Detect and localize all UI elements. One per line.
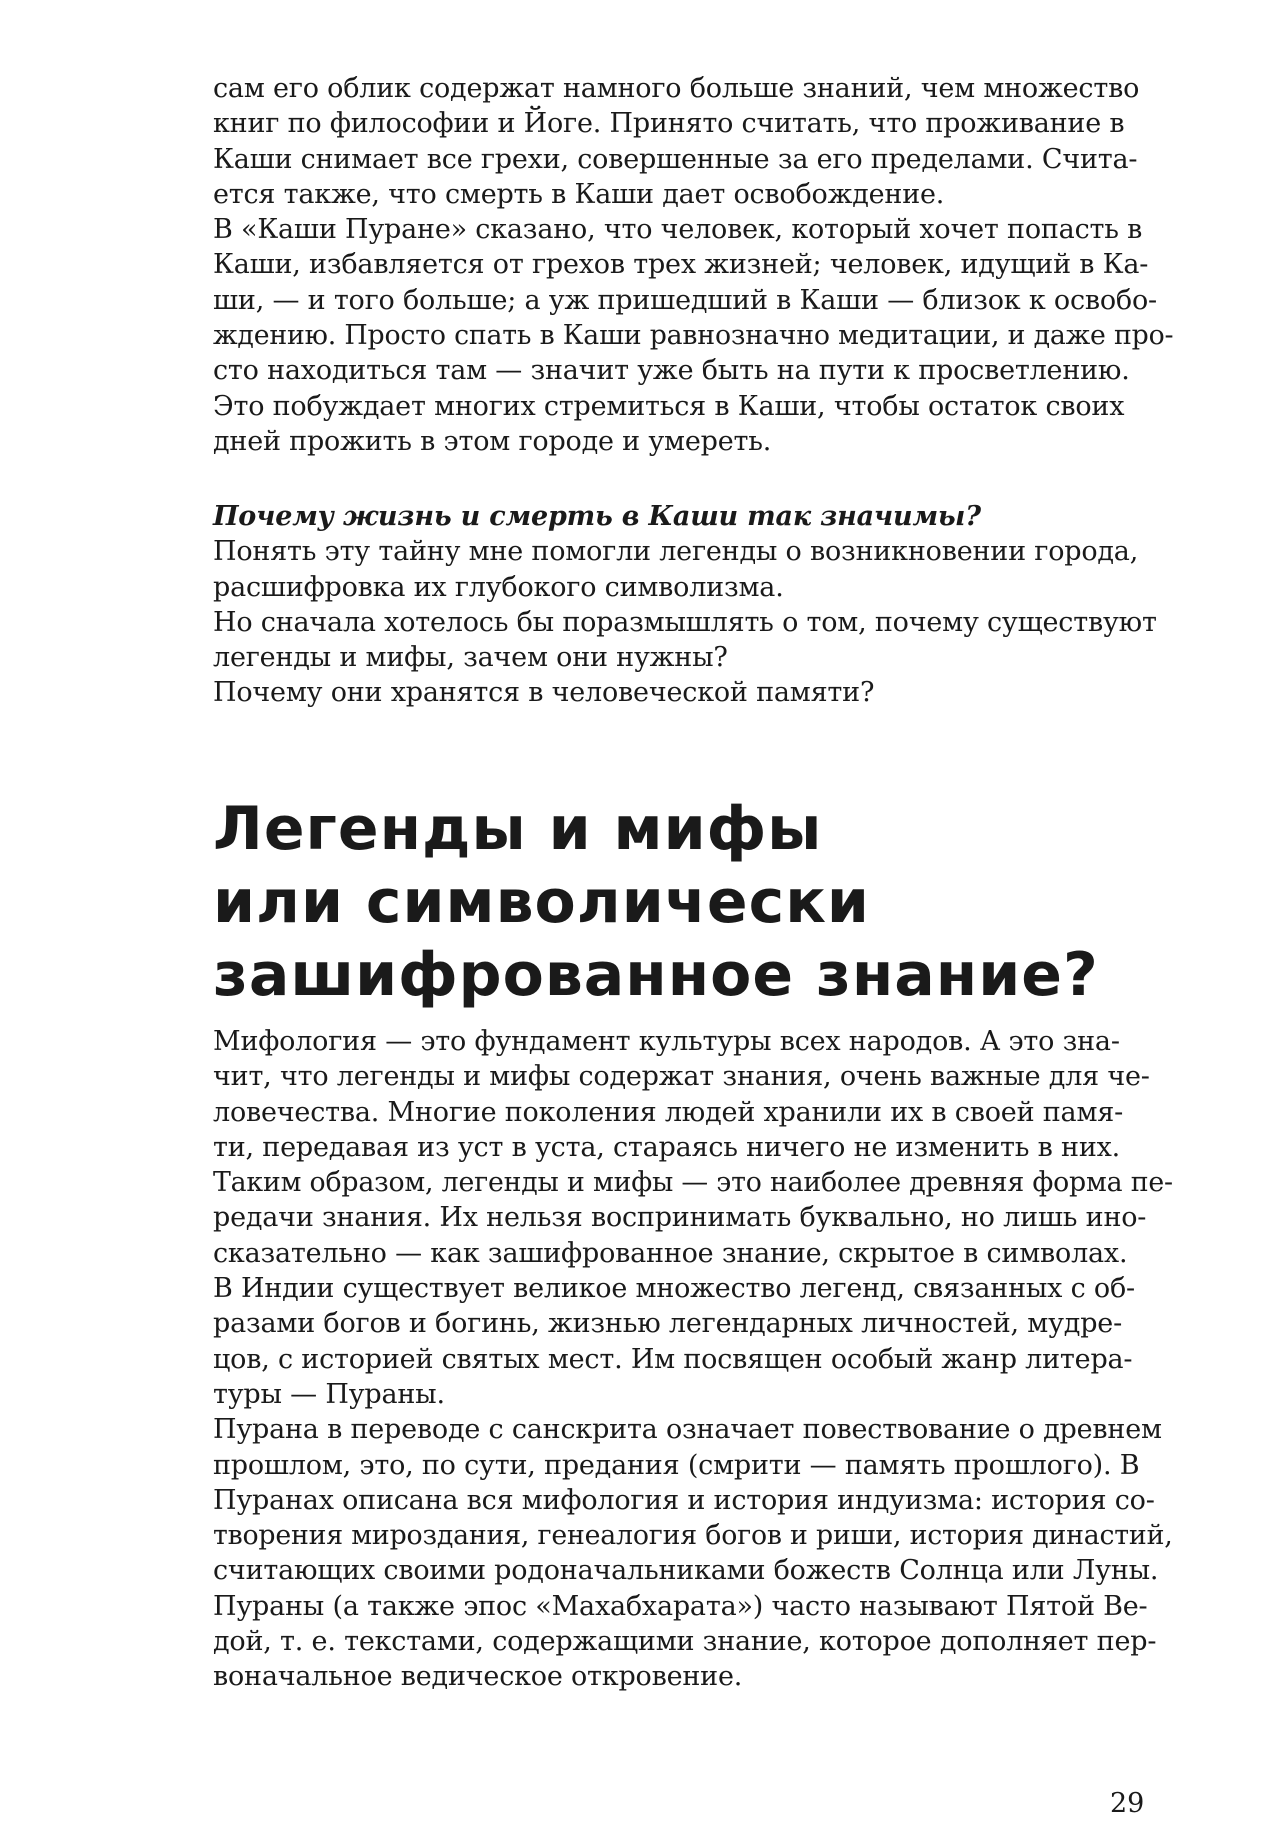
text-line: Пуранах описана вся мифология и история индуизма: история со-	[213, 1484, 1155, 1516]
text-line: дней прожить в этом городе и умереть.	[213, 425, 772, 457]
section-title-line: Легенды и мифы	[213, 794, 823, 864]
text-line: расшифровка их глубокого символизма.	[213, 571, 784, 603]
question-section	[213, 499, 1173, 711]
section-title	[213, 793, 1099, 1012]
text-line: ловечества. Многие поколения людей хранили их в своей памя-	[213, 1096, 1123, 1128]
text-line: легенды и мифы, зачем они нужны?	[213, 642, 728, 674]
text-line: сто находиться там — значит уже быть на пути к просветлению.	[213, 355, 1130, 387]
text-line: Пураны (а также эпос «Махабхарата») часто называют Пятой Ве-	[213, 1590, 1148, 1622]
text-line: дой, т. е. текстами, содержащими знание, которое дополняет пер-	[213, 1626, 1157, 1658]
text-line: Таким образом, легенды и мифы — это наиболее древняя форма пе-	[213, 1167, 1173, 1199]
text-line: разами богов и богинь, жизнью легендарных личностей, мудре-	[213, 1308, 1123, 1340]
intro-paragraph	[213, 71, 1173, 459]
text-line: Но сначала хотелось бы поразмышлять о том, почему существуют	[213, 606, 1157, 638]
text-line: В Индии существует великое множество легенд, связанных с об-	[213, 1273, 1135, 1305]
section-body	[213, 1024, 1173, 1695]
text-line: ждению. Просто спать в Каши равнозначно медитации, и даже про-	[213, 320, 1174, 352]
text-line: творения мироздания, генеалогия богов и риши, история династий,	[213, 1520, 1173, 1552]
text-line: ши, — и того больше; а уж пришедший в Каши — близок к освобо-	[213, 284, 1157, 316]
text-line: Каши снимает все грехи, совершенные за его пределами. Счита-	[213, 143, 1138, 175]
section-title-line: зашифрованное знание?	[213, 940, 1099, 1010]
text-line: Пурана в переводе с санскрита означает повествование о древнем	[213, 1414, 1162, 1446]
text-line: считающих своими родоначальниками божеств Солнца или Луны.	[213, 1555, 1159, 1587]
text-line: сказательно — как зашифрованное знание, скрытое в символах.	[213, 1237, 1128, 1269]
text-line: прошлом, это, по сути, предания (смрити — память прошлого). В	[213, 1449, 1140, 1481]
text-line: ется также, что смерть в Каши дает освобождение.	[213, 178, 945, 210]
text-line: Каши, избавляется от грехов трех жизней; человек, идущий в Ка-	[213, 249, 1149, 281]
text-line: Почему они хранятся в человеческой памяти?	[213, 677, 875, 709]
text-line: Мифология — это фундамент культуры всех народов. А это зна-	[213, 1026, 1120, 1057]
text-line: В «Каши Пуране» сказано, что человек, который хочет попасть в	[213, 214, 1143, 246]
text-line: туры — Пураны.	[213, 1378, 445, 1410]
text-line: редачи знания. Их нельзя воспринимать буквально, но лишь ино-	[213, 1202, 1147, 1234]
section-title-line: или символически	[213, 867, 870, 937]
text-line: книг по философии и Йоге. Принято считать, что проживание в	[213, 108, 1125, 140]
text-line: Это побуждает многих стремиться в Каши, чтобы остаток своих	[213, 390, 1125, 422]
text-line: сам его облик содержат намного больше знаний, чем множество	[213, 73, 1140, 104]
text-line: чит, что легенды и мифы содержат знания, очень важные для че-	[213, 1061, 1150, 1093]
text-line: воначальное ведическое откровение.	[213, 1661, 743, 1693]
text-line: ти, передавая из уст в уста, стараясь ничего не изменить в них.	[213, 1131, 1121, 1163]
question-heading: Почему жизнь и смерть в Каши так значимы?	[213, 501, 981, 532]
text-line: Понять эту тайну мне помогли легенды о возникновении города,	[213, 536, 1139, 568]
text-line: цов, с историей святых мест. Им посвящен особый жанр литера-	[213, 1343, 1133, 1375]
page-number: 29	[1110, 1788, 1145, 1819]
